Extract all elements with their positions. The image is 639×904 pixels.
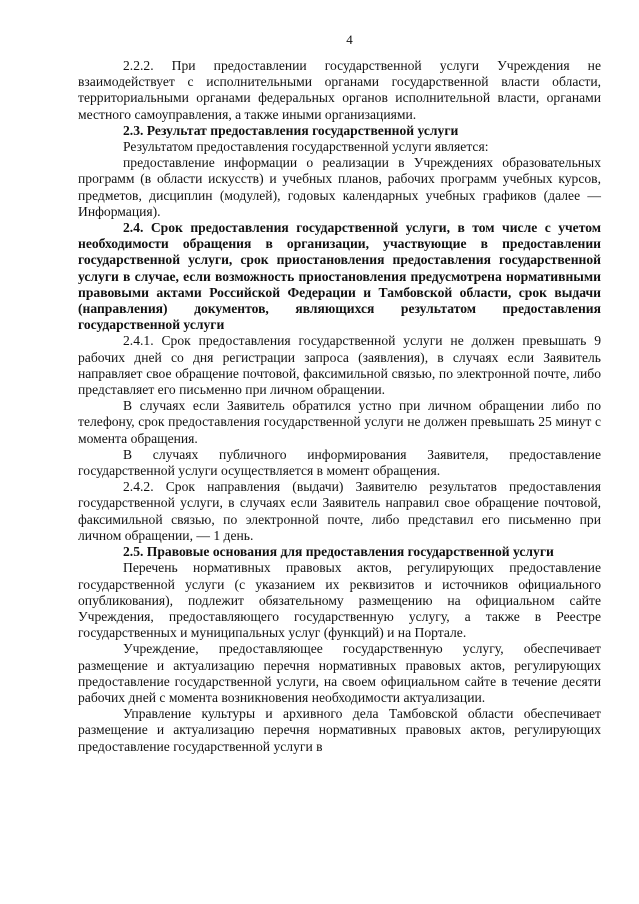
paragraph-legal-list: Перечень нормативных правовых актов, регулирующих предоставление государственной услуги (с указанием их реквизитов и источников официального опубликования), подлежит обязательному размещению на официальном сайте Учреждения, предоставляющего государственную услугу, а также в Реестре государственных и муниципальных услуг (функций) и на Портале. [78,560,601,641]
paragraph-result-info: предоставление информации о реализации в Учреждениях образовательных программ (в области искусств) и учебных планов, рабочих программ учебных курсов, предметов, дисциплин (модулей), годовых календарных учебных графиков (далее — Информация). [78,155,601,219]
paragraph-institution-site: Учреждение, предоставляющее государственную услугу, обеспечивает размещение и актуализацию перечня нормативных правовых актов, регулирующих предоставление государственной услуги, на своем официальном сайте в течение десяти рабочих дней с момента возникновения необходимости актуализации. [78,641,601,705]
page-number: 4 [346,32,353,47]
heading-2-5: 2.5. Правовые основания для предоставления государственной услуги [123,544,554,560]
paragraph-public-info: В случаях публичного информирования Заявителя, предоставление государственной услуги осуществляется в момент обращения. [78,446,601,479]
paragraph-oral-request: В случаях если Заявитель обратился устно при личном обращении либо по телефону, срок предоставления государственной услуги не должен превышать 25 минут с момента обращения. [78,398,601,446]
paragraph-culture-department: Управление культуры и архивного дела Тамбовской области обеспечивает размещение и актуализацию перечня нормативных правовых актов, регулирующих предоставление государственной услуги в [78,706,601,754]
heading-2-3: 2.3. Результат предоставления государственной услуги [123,122,459,138]
paragraph-2-4-1: 2.4.1. Срок предоставления государственной услуги не должен превышать 9 рабочих дней со дня регистрации запроса (заявления), в случаях если Заявитель направляет свое обращение почтовой, факсимильной связью, по электронной почте, либо представляет его письменно при личном обращении. [78,333,601,398]
heading-2-4: 2.4. Срок предоставления государственной услуги, в том числе с учетом необходимости обращения в организации, участвующие в предоставлении государственной услуги, срок приостановления предоставления государственной услуги в случае, если возможность приостановления предусмотрена нормативными правовыми актами Российской Федерации и Тамбовской области, срок выдачи (направления) документов, являющихся результатом предоставления государственной услуги [78,220,601,333]
paragraph-2-4-2: 2.4.2. Срок направления (выдачи) Заявителю результатов предоставления государственной услуги, в случаях если Заявитель направил свое обращение почтовой, факсимильной связью, по электронной почте, либо представил его письменно при личном обращении, — 1 день. [78,479,601,543]
paragraph-2-2-2: 2.2.2. При предоставлении государственной услуги Учреждения не взаимодействует с исполнительными органами государственной власти области, территориальными органами федеральных органов исполнительной власти, органами местного самоуправления, а также иными организациями. [78,58,601,122]
paragraph-result-intro: Результатом предоставления государственной услуги является: [123,139,489,155]
